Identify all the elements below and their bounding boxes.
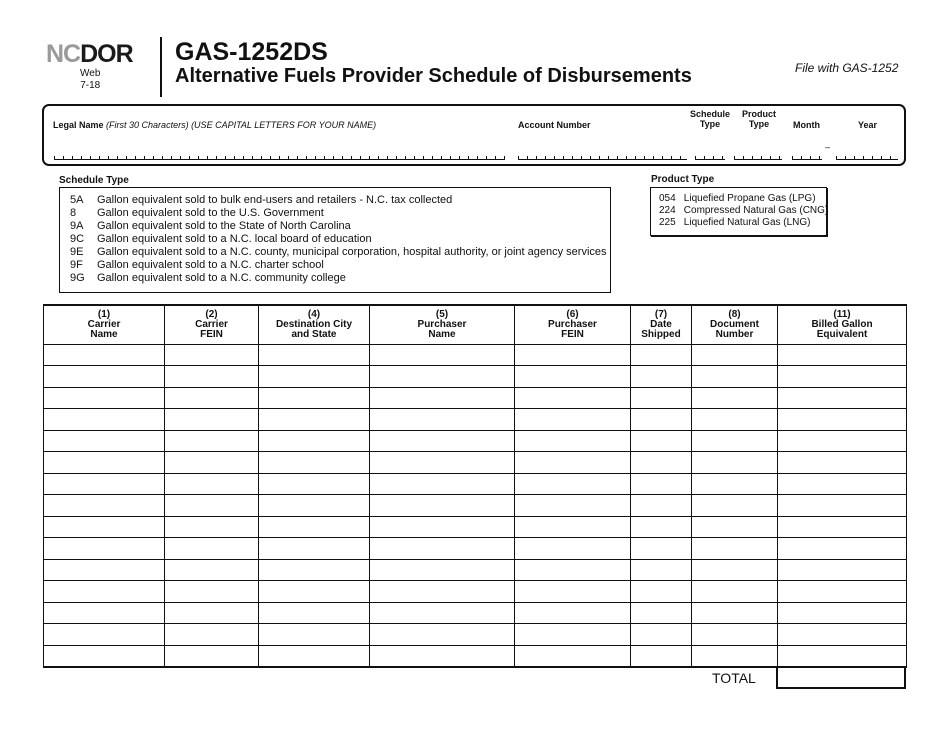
product-type-list bbox=[650, 187, 827, 236]
product-type-item: 224 Compressed Natural Gas (CNG) bbox=[659, 205, 829, 216]
file-with-note: File with GAS-1252 bbox=[795, 61, 899, 75]
table-row bbox=[44, 452, 907, 474]
table-cell[interactable] bbox=[631, 409, 692, 431]
table-cell[interactable] bbox=[259, 409, 370, 431]
legal-name-field[interactable] bbox=[54, 154, 505, 160]
schedule-type-label: Schedule Type bbox=[690, 109, 731, 129]
table-row bbox=[44, 473, 907, 495]
table-cell[interactable] bbox=[515, 516, 631, 538]
table-cell[interactable] bbox=[259, 452, 370, 474]
table-cell[interactable] bbox=[692, 452, 778, 474]
schedule-type-title: Schedule Type bbox=[59, 175, 129, 186]
table-cell[interactable] bbox=[515, 602, 631, 624]
table-cell[interactable] bbox=[692, 516, 778, 538]
ncdor-logo bbox=[46, 40, 133, 69]
table-cell[interactable] bbox=[44, 452, 165, 474]
form-number: GAS-1252DS bbox=[175, 38, 328, 66]
product-type-item: 054 Liquefied Propane Gas (LPG) bbox=[659, 193, 816, 204]
table-cell[interactable] bbox=[370, 387, 515, 409]
table-cell[interactable] bbox=[631, 344, 692, 366]
col-header-date-shipped: (7) Date Shipped bbox=[631, 305, 692, 344]
table-row bbox=[44, 387, 907, 409]
year-label: Year bbox=[858, 120, 878, 130]
table-cell[interactable] bbox=[692, 409, 778, 431]
table-cell[interactable] bbox=[44, 559, 165, 581]
account-number-field[interactable] bbox=[518, 154, 687, 160]
table-cell[interactable] bbox=[778, 495, 907, 517]
table-row bbox=[44, 409, 907, 431]
table-cell[interactable] bbox=[370, 473, 515, 495]
table-cell[interactable] bbox=[692, 602, 778, 624]
table-cell[interactable] bbox=[370, 430, 515, 452]
table-cell[interactable] bbox=[778, 409, 907, 431]
table-cell[interactable] bbox=[370, 344, 515, 366]
table-cell[interactable] bbox=[44, 581, 165, 603]
edition-label: Web bbox=[80, 68, 101, 79]
table-cell[interactable] bbox=[44, 516, 165, 538]
schedule-type-item: 5A Gallon equivalent sold to bulk end-users and retailers - N.C. tax collected bbox=[70, 194, 453, 206]
col-header-purchaser-name: (5) Purchaser Name bbox=[370, 305, 515, 344]
table-cell[interactable] bbox=[370, 452, 515, 474]
schedule-type-list bbox=[59, 187, 611, 293]
table-cell[interactable] bbox=[259, 516, 370, 538]
table-cell[interactable] bbox=[165, 387, 259, 409]
table-cell[interactable] bbox=[631, 387, 692, 409]
table-cell[interactable] bbox=[631, 473, 692, 495]
table-cell[interactable] bbox=[692, 473, 778, 495]
table-cell[interactable] bbox=[631, 495, 692, 517]
schedule-type-item: 9C Gallon equivalent sold to a N.C. local board of education bbox=[70, 233, 372, 245]
table-cell[interactable] bbox=[515, 538, 631, 560]
schedule-type-item: 9A Gallon equivalent sold to the State of North Carolina bbox=[70, 220, 351, 232]
col-header-purchaser-fein: (6) Purchaser FEIN bbox=[515, 305, 631, 344]
table-cell[interactable] bbox=[692, 430, 778, 452]
table-cell[interactable] bbox=[515, 366, 631, 388]
table-cell[interactable] bbox=[165, 538, 259, 560]
table-row bbox=[44, 430, 907, 452]
month-field[interactable] bbox=[792, 154, 822, 160]
table-cell[interactable] bbox=[370, 581, 515, 603]
table-cell[interactable] bbox=[259, 581, 370, 603]
table-cell[interactable] bbox=[515, 645, 631, 667]
table-cell[interactable] bbox=[44, 473, 165, 495]
logo-dor: DOR bbox=[80, 40, 133, 68]
table-cell[interactable] bbox=[631, 430, 692, 452]
table-cell[interactable] bbox=[631, 624, 692, 646]
table-cell[interactable] bbox=[259, 366, 370, 388]
table-cell[interactable] bbox=[165, 645, 259, 667]
table-body bbox=[44, 344, 907, 667]
logo-nc: NC bbox=[46, 40, 81, 68]
schedule-type-item: 9F Gallon equivalent sold to a N.C. charter school bbox=[70, 259, 324, 271]
table-cell[interactable] bbox=[778, 581, 907, 603]
table-cell[interactable] bbox=[165, 559, 259, 581]
table-cell[interactable] bbox=[165, 516, 259, 538]
table-cell[interactable] bbox=[44, 344, 165, 366]
table-cell[interactable] bbox=[259, 538, 370, 560]
form-title: Alternative Fuels Provider Schedule of Disbursements bbox=[175, 65, 692, 87]
table-cell[interactable] bbox=[44, 602, 165, 624]
table-cell[interactable] bbox=[259, 645, 370, 667]
table-cell[interactable] bbox=[44, 624, 165, 646]
col-header-destination: (4) Destination City and State bbox=[259, 305, 370, 344]
table-cell[interactable] bbox=[778, 344, 907, 366]
table-cell[interactable] bbox=[778, 473, 907, 495]
table-row bbox=[44, 366, 907, 388]
table-row bbox=[44, 344, 907, 366]
schedule-type-item: 9G Gallon equivalent sold to a N.C. community college bbox=[70, 272, 346, 284]
total-field[interactable] bbox=[776, 666, 906, 689]
table-cell[interactable] bbox=[631, 581, 692, 603]
table-cell[interactable] bbox=[692, 387, 778, 409]
table-cell[interactable] bbox=[165, 473, 259, 495]
table-cell[interactable] bbox=[370, 645, 515, 667]
table-cell[interactable] bbox=[259, 495, 370, 517]
table-cell[interactable] bbox=[778, 645, 907, 667]
table-row bbox=[44, 645, 907, 667]
table-cell[interactable] bbox=[259, 602, 370, 624]
taxpayer-id-box bbox=[42, 104, 906, 166]
table-cell[interactable] bbox=[165, 581, 259, 603]
table-row bbox=[44, 495, 907, 517]
table-cell[interactable] bbox=[631, 559, 692, 581]
table-cell[interactable] bbox=[165, 602, 259, 624]
table-cell[interactable] bbox=[165, 624, 259, 646]
table-row bbox=[44, 559, 907, 581]
schedule-type-item: 9E Gallon equivalent sold to a N.C. county, municipal corporation, hospital authority, or joint agency services bbox=[70, 246, 607, 258]
table-cell[interactable] bbox=[370, 602, 515, 624]
table-cell[interactable] bbox=[778, 366, 907, 388]
header-divider bbox=[160, 37, 162, 97]
table-cell[interactable] bbox=[515, 409, 631, 431]
table-cell[interactable] bbox=[165, 344, 259, 366]
table-cell[interactable] bbox=[44, 366, 165, 388]
table-cell[interactable] bbox=[692, 624, 778, 646]
table-cell[interactable] bbox=[778, 602, 907, 624]
table-cell[interactable] bbox=[259, 624, 370, 646]
disbursements-table bbox=[43, 304, 907, 668]
table-cell[interactable] bbox=[44, 430, 165, 452]
table-row bbox=[44, 516, 907, 538]
table-cell[interactable] bbox=[631, 645, 692, 667]
table-cell[interactable] bbox=[165, 430, 259, 452]
table-cell[interactable] bbox=[259, 387, 370, 409]
form-edition bbox=[80, 68, 100, 92]
year-field[interactable] bbox=[836, 154, 898, 160]
table-cell[interactable] bbox=[692, 559, 778, 581]
table-cell[interactable] bbox=[778, 624, 907, 646]
table-cell[interactable] bbox=[165, 366, 259, 388]
product-type-field[interactable] bbox=[734, 154, 782, 160]
table-row bbox=[44, 538, 907, 560]
col-header-billed-gallon: (11) Billed Gallon Equivalent bbox=[778, 305, 907, 344]
schedule-type-item: 8 Gallon equivalent sold to the U.S. Government bbox=[70, 207, 324, 219]
table-cell[interactable] bbox=[370, 559, 515, 581]
table-cell[interactable] bbox=[631, 538, 692, 560]
table-cell[interactable] bbox=[778, 387, 907, 409]
table-cell[interactable] bbox=[515, 387, 631, 409]
schedule-type-field[interactable] bbox=[695, 154, 725, 160]
table-cell[interactable] bbox=[370, 495, 515, 517]
table-cell[interactable] bbox=[778, 430, 907, 452]
table-cell[interactable] bbox=[165, 452, 259, 474]
table-cell[interactable] bbox=[515, 430, 631, 452]
table-cell[interactable] bbox=[515, 624, 631, 646]
legal-name-label: Legal Name (First 30 Characters) (USE CAPITAL LETTERS FOR YOUR NAME) bbox=[53, 120, 377, 130]
table-cell[interactable] bbox=[259, 344, 370, 366]
table-header-row bbox=[44, 305, 907, 344]
table-cell[interactable] bbox=[259, 430, 370, 452]
table-cell[interactable] bbox=[692, 344, 778, 366]
table-cell[interactable] bbox=[692, 645, 778, 667]
total-label: TOTAL bbox=[712, 670, 756, 686]
col-header-carrier-fein: (2) Carrier FEIN bbox=[165, 305, 259, 344]
table-cell[interactable] bbox=[44, 495, 165, 517]
table-row bbox=[44, 602, 907, 624]
table-cell[interactable] bbox=[370, 409, 515, 431]
table-cell[interactable] bbox=[778, 452, 907, 474]
table-cell[interactable] bbox=[778, 538, 907, 560]
account-number-label: Account Number bbox=[518, 120, 591, 130]
table-cell[interactable] bbox=[515, 452, 631, 474]
table-cell[interactable] bbox=[515, 495, 631, 517]
table-cell[interactable] bbox=[370, 538, 515, 560]
table-cell[interactable] bbox=[692, 495, 778, 517]
table-cell[interactable] bbox=[44, 538, 165, 560]
table-cell[interactable] bbox=[165, 495, 259, 517]
table-cell[interactable] bbox=[515, 559, 631, 581]
month-year-dash: – bbox=[825, 142, 831, 152]
product-type-label: Product Type bbox=[741, 109, 776, 129]
table-cell[interactable] bbox=[515, 473, 631, 495]
table-cell[interactable] bbox=[692, 581, 778, 603]
table-cell[interactable] bbox=[778, 559, 907, 581]
table-cell[interactable] bbox=[631, 366, 692, 388]
table-cell[interactable] bbox=[44, 645, 165, 667]
revision-label: 7-18 bbox=[80, 80, 101, 91]
col-header-carrier-name: (1) Carrier Name bbox=[44, 305, 165, 344]
table-cell[interactable] bbox=[515, 581, 631, 603]
table-cell[interactable] bbox=[692, 366, 778, 388]
table-cell[interactable] bbox=[44, 387, 165, 409]
table-row bbox=[44, 624, 907, 646]
table-cell[interactable] bbox=[259, 473, 370, 495]
table-cell[interactable] bbox=[259, 559, 370, 581]
product-type-title: Product Type bbox=[651, 174, 715, 185]
col-header-document-number: (8) Document Number bbox=[692, 305, 778, 344]
table-cell[interactable] bbox=[631, 452, 692, 474]
table-cell[interactable] bbox=[631, 516, 692, 538]
table-cell[interactable] bbox=[631, 602, 692, 624]
table-cell[interactable] bbox=[370, 624, 515, 646]
table-row bbox=[44, 581, 907, 603]
table-cell[interactable] bbox=[44, 409, 165, 431]
table-cell[interactable] bbox=[370, 516, 515, 538]
table-cell[interactable] bbox=[778, 516, 907, 538]
table-cell[interactable] bbox=[165, 409, 259, 431]
table-cell[interactable] bbox=[515, 344, 631, 366]
table-cell[interactable] bbox=[370, 366, 515, 388]
product-type-item: 225 Liquefied Natural Gas (LNG) bbox=[659, 217, 811, 228]
legal-name-note: (First 30 Characters) (USE CAPITAL LETTERS FOR YOUR NAME) bbox=[106, 120, 377, 130]
table-cell[interactable] bbox=[692, 538, 778, 560]
month-label: Month bbox=[793, 120, 820, 130]
